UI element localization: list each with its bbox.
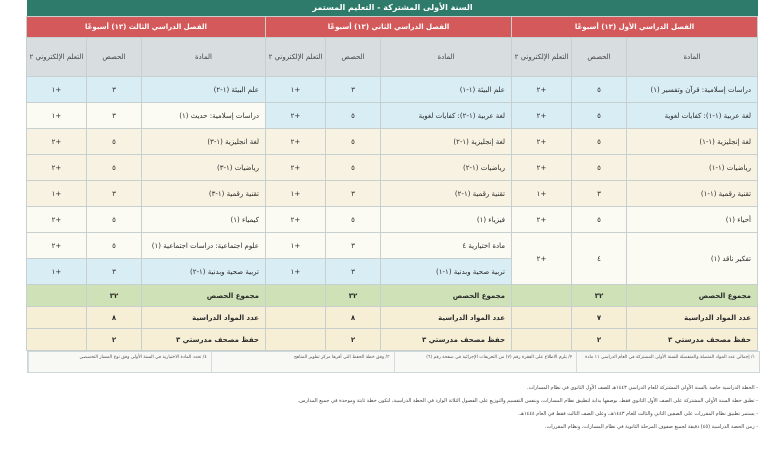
plan-title: السنة الأولى المشتركة - التعليم المستمر <box>27 0 758 16</box>
periods-cell: ٣ <box>326 181 381 207</box>
subject-cell: رياضيات (١-٣) <box>141 155 265 181</box>
subject-cell: علم البيئة (١-١) <box>381 77 512 103</box>
elearn-cell: +٢ <box>26 129 86 155</box>
elearn-cell: +٢ <box>265 155 325 181</box>
total-value: ٣٢ <box>86 285 141 307</box>
elearn-cell: +١ <box>512 181 572 207</box>
elearn-cell: +٢ <box>512 207 572 233</box>
plan-table <box>26 16 758 351</box>
col-periods: الحصص <box>326 38 381 77</box>
total-value: ٨ <box>326 307 381 329</box>
total-label: مجموع الحصص <box>141 285 265 307</box>
subject-cell: علم البيئة (١-٢) <box>141 77 265 103</box>
periods-cell: ٥ <box>86 155 141 181</box>
subject-cell: فيزياء (١) <box>381 207 512 233</box>
subject-cell: لغة إنجليزية (١-٢) <box>381 129 512 155</box>
elearn-cell: +٢ <box>265 129 325 155</box>
footnote: - يستمر تطبيق نظام المقررات على الصفين الثاني والثالث للعام ١٤٤٣هـ، وعلى الصف الثالث فقط في العام ١٤٤٤هـ. <box>518 411 758 417</box>
subject-cell: تقنية رقمية (١-٣) <box>141 181 265 207</box>
col-elearn: التعلم الإلكتروني ٢ <box>512 38 572 77</box>
semester-3-header: الفصل الدراسي الثالث (١٣) أسبوعًا <box>26 17 265 38</box>
col-periods: الحصص <box>572 38 627 77</box>
periods-cell: ٥ <box>572 103 627 129</box>
elearn-cell: +١ <box>26 103 86 129</box>
table-row <box>26 155 757 181</box>
elearn-cell: +٢ <box>265 207 325 233</box>
total-label: مجموع الحصص <box>627 285 758 307</box>
total-value: ٢ <box>572 329 627 351</box>
periods-cell: ٥ <box>572 129 627 155</box>
subject-cell: لغة عربية (١-٢): كفايات لغوية <box>381 103 512 129</box>
elearn-cell: +١ <box>265 181 325 207</box>
periods-cell: ٣ <box>326 77 381 103</box>
elearn-cell: +١ <box>26 181 86 207</box>
periods-cell: ٥ <box>572 207 627 233</box>
periods-cell: ٥ <box>326 155 381 181</box>
total-label: مجموع الحصص <box>381 285 512 307</box>
elearn-cell: +٢ <box>512 103 572 129</box>
total-value: ٢ <box>86 329 141 351</box>
total-periods-row <box>26 285 757 307</box>
periods-cell: ٣ <box>86 259 141 285</box>
elearn-cell: +٢ <box>26 155 86 181</box>
col-periods: الحصص <box>86 38 141 77</box>
total-value: ٧ <box>572 307 627 329</box>
table-row <box>26 129 757 155</box>
elearn-cell: +٢ <box>265 103 325 129</box>
elearn-cell: +٢ <box>512 233 572 285</box>
study-plan-sheet <box>27 0 758 351</box>
semester-header-row <box>26 17 757 38</box>
subject-cell: تربية صحية وبدنية (١-١) <box>381 259 512 285</box>
elearn-cell: +١ <box>265 259 325 285</box>
table-row <box>26 181 757 207</box>
subject-cell: لغة عربية (١-١): كفايات لغوية <box>627 103 758 129</box>
elearn-cell: +١ <box>265 77 325 103</box>
subject-cell: دراسات إسلامية: حديث (١) <box>141 103 265 129</box>
elearn-cell: +٢ <box>512 129 572 155</box>
elearn-cell: +٢ <box>512 155 572 181</box>
total-value: ٢ <box>326 329 381 351</box>
col-subject: المادة <box>381 38 512 77</box>
subject-cell: دراسات إسلامية: قرآن وتفسير (١) <box>627 77 758 103</box>
footnote: - تطبق خطة السنة الأولى المشتركة على الصف الأول الثانوي فقط، بوصفها بداية لتطبيق نظام المسارات، وبنفس التقسيم والتوزيع على الفصول الثلاثة الوارد في الخطة الدراسية، لتكون خطة ثابتة وموحدة في جميع المدارس. <box>297 398 758 404</box>
periods-cell: ٥ <box>86 233 141 259</box>
table-row <box>26 207 757 233</box>
table-row <box>26 77 757 103</box>
periods-cell: ٣ <box>326 233 381 259</box>
note: ٢/ يلزم الاطلاع على الفقرة رقم (٧) من التعريفات الإجرائية في صفحة رقم (٦) <box>394 352 577 372</box>
table-notes <box>27 351 760 373</box>
total-label: عدد المواد الدراسية <box>141 307 265 329</box>
subject-cell: كيمياء (١) <box>141 207 265 233</box>
periods-cell: ٥ <box>326 129 381 155</box>
subject-cell: تقنية رقمية (١-٢) <box>381 181 512 207</box>
elearn-cell: +٢ <box>26 233 86 259</box>
table-row <box>26 233 757 259</box>
periods-cell: ٤ <box>572 233 627 285</box>
subject-cell: لغة انجليزية (١-٣) <box>141 129 265 155</box>
total-label: حفظ مصحف مدرستي ٣ <box>381 329 512 351</box>
semester-2-header: الفصل الدراسي الثاني (١٣) أسبوعًا <box>265 17 511 38</box>
subject-cell: أحياء (١) <box>627 207 758 233</box>
periods-cell: ٥ <box>326 103 381 129</box>
total-value: ٣٢ <box>326 285 381 307</box>
total-subjects-row <box>26 307 757 329</box>
elearn-cell: +٢ <box>512 77 572 103</box>
note: ٣/ وفق خطة الحفظ التي أقرها مركز تطوير المناهج <box>211 352 394 372</box>
periods-cell: ٥ <box>572 155 627 181</box>
note: ١/ إجمالي عدد المواد المتصلة والمنفصلة للسنة الأولى المشتركة في العام الدراسي ١١ مادة <box>576 352 759 372</box>
total-label: عدد المواد الدراسية <box>627 307 758 329</box>
subject-cell: تقنية رقمية (١-١) <box>627 181 758 207</box>
periods-cell: ٣ <box>86 103 141 129</box>
column-header-row <box>26 38 757 77</box>
subject-cell: لغة إنجليزية (١-١) <box>627 129 758 155</box>
table-row <box>26 103 757 129</box>
elearn-cell: +١ <box>26 77 86 103</box>
total-label: حفظ مصحف مدرستي ٣ <box>141 329 265 351</box>
semester-1-header: الفصل الدراسي الأول (١٣) أسبوعًا <box>512 17 758 38</box>
subject-cell: مادة اختيارية ٤ <box>381 233 512 259</box>
periods-cell: ٣ <box>326 259 381 285</box>
periods-cell: ٣ <box>86 77 141 103</box>
subject-cell: رياضيات (١-١) <box>627 155 758 181</box>
total-value: ٨ <box>86 307 141 329</box>
periods-cell: ٣ <box>86 181 141 207</box>
col-elearn: التعلم الإلكتروني ٢ <box>26 38 86 77</box>
col-subject: المادة <box>627 38 758 77</box>
subject-cell: تربية صحية وبدنية (١-٢) <box>141 259 265 285</box>
subject-cell: تفكير ناقد (١) <box>627 233 758 285</box>
periods-cell: ٥ <box>572 77 627 103</box>
total-value: ٣٢ <box>572 285 627 307</box>
col-subject: المادة <box>141 38 265 77</box>
footnotes <box>27 384 758 436</box>
subject-cell: رياضيات (١-٢) <box>381 155 512 181</box>
quran-row <box>26 329 757 351</box>
footnote: - الخطة الدراسية خاصة بالسنة الأولى المشتركة للعام الدراسي ١٤٤٣هـ للصف الأول الثانوي في نظام المسارات. <box>527 385 758 391</box>
elearn-cell: +١ <box>265 233 325 259</box>
periods-cell: ٥ <box>86 129 141 155</box>
periods-cell: ٣ <box>572 181 627 207</box>
periods-cell: ٥ <box>86 207 141 233</box>
total-label: حفظ مصحف مدرستي ٣ <box>627 329 758 351</box>
subject-cell: علوم اجتماعية: دراسات اجتماعية (١) <box>141 233 265 259</box>
elearn-cell: +١ <box>26 259 86 285</box>
elearn-cell: +٢ <box>26 207 86 233</box>
periods-cell: ٥ <box>326 207 381 233</box>
footnote: - زمن الحصة الدراسية (٤٥) دقيقة لجميع صفوف المرحلة الثانوية في نظام المسارات، ونظام المقررات. <box>544 424 758 430</box>
col-elearn: التعلم الإلكتروني ٢ <box>265 38 325 77</box>
total-label: عدد المواد الدراسية <box>381 307 512 329</box>
note: ٤/ تحدد المادة الاختيارية في السنة الأولى وفق نوع المسار التخصصي <box>28 352 211 372</box>
